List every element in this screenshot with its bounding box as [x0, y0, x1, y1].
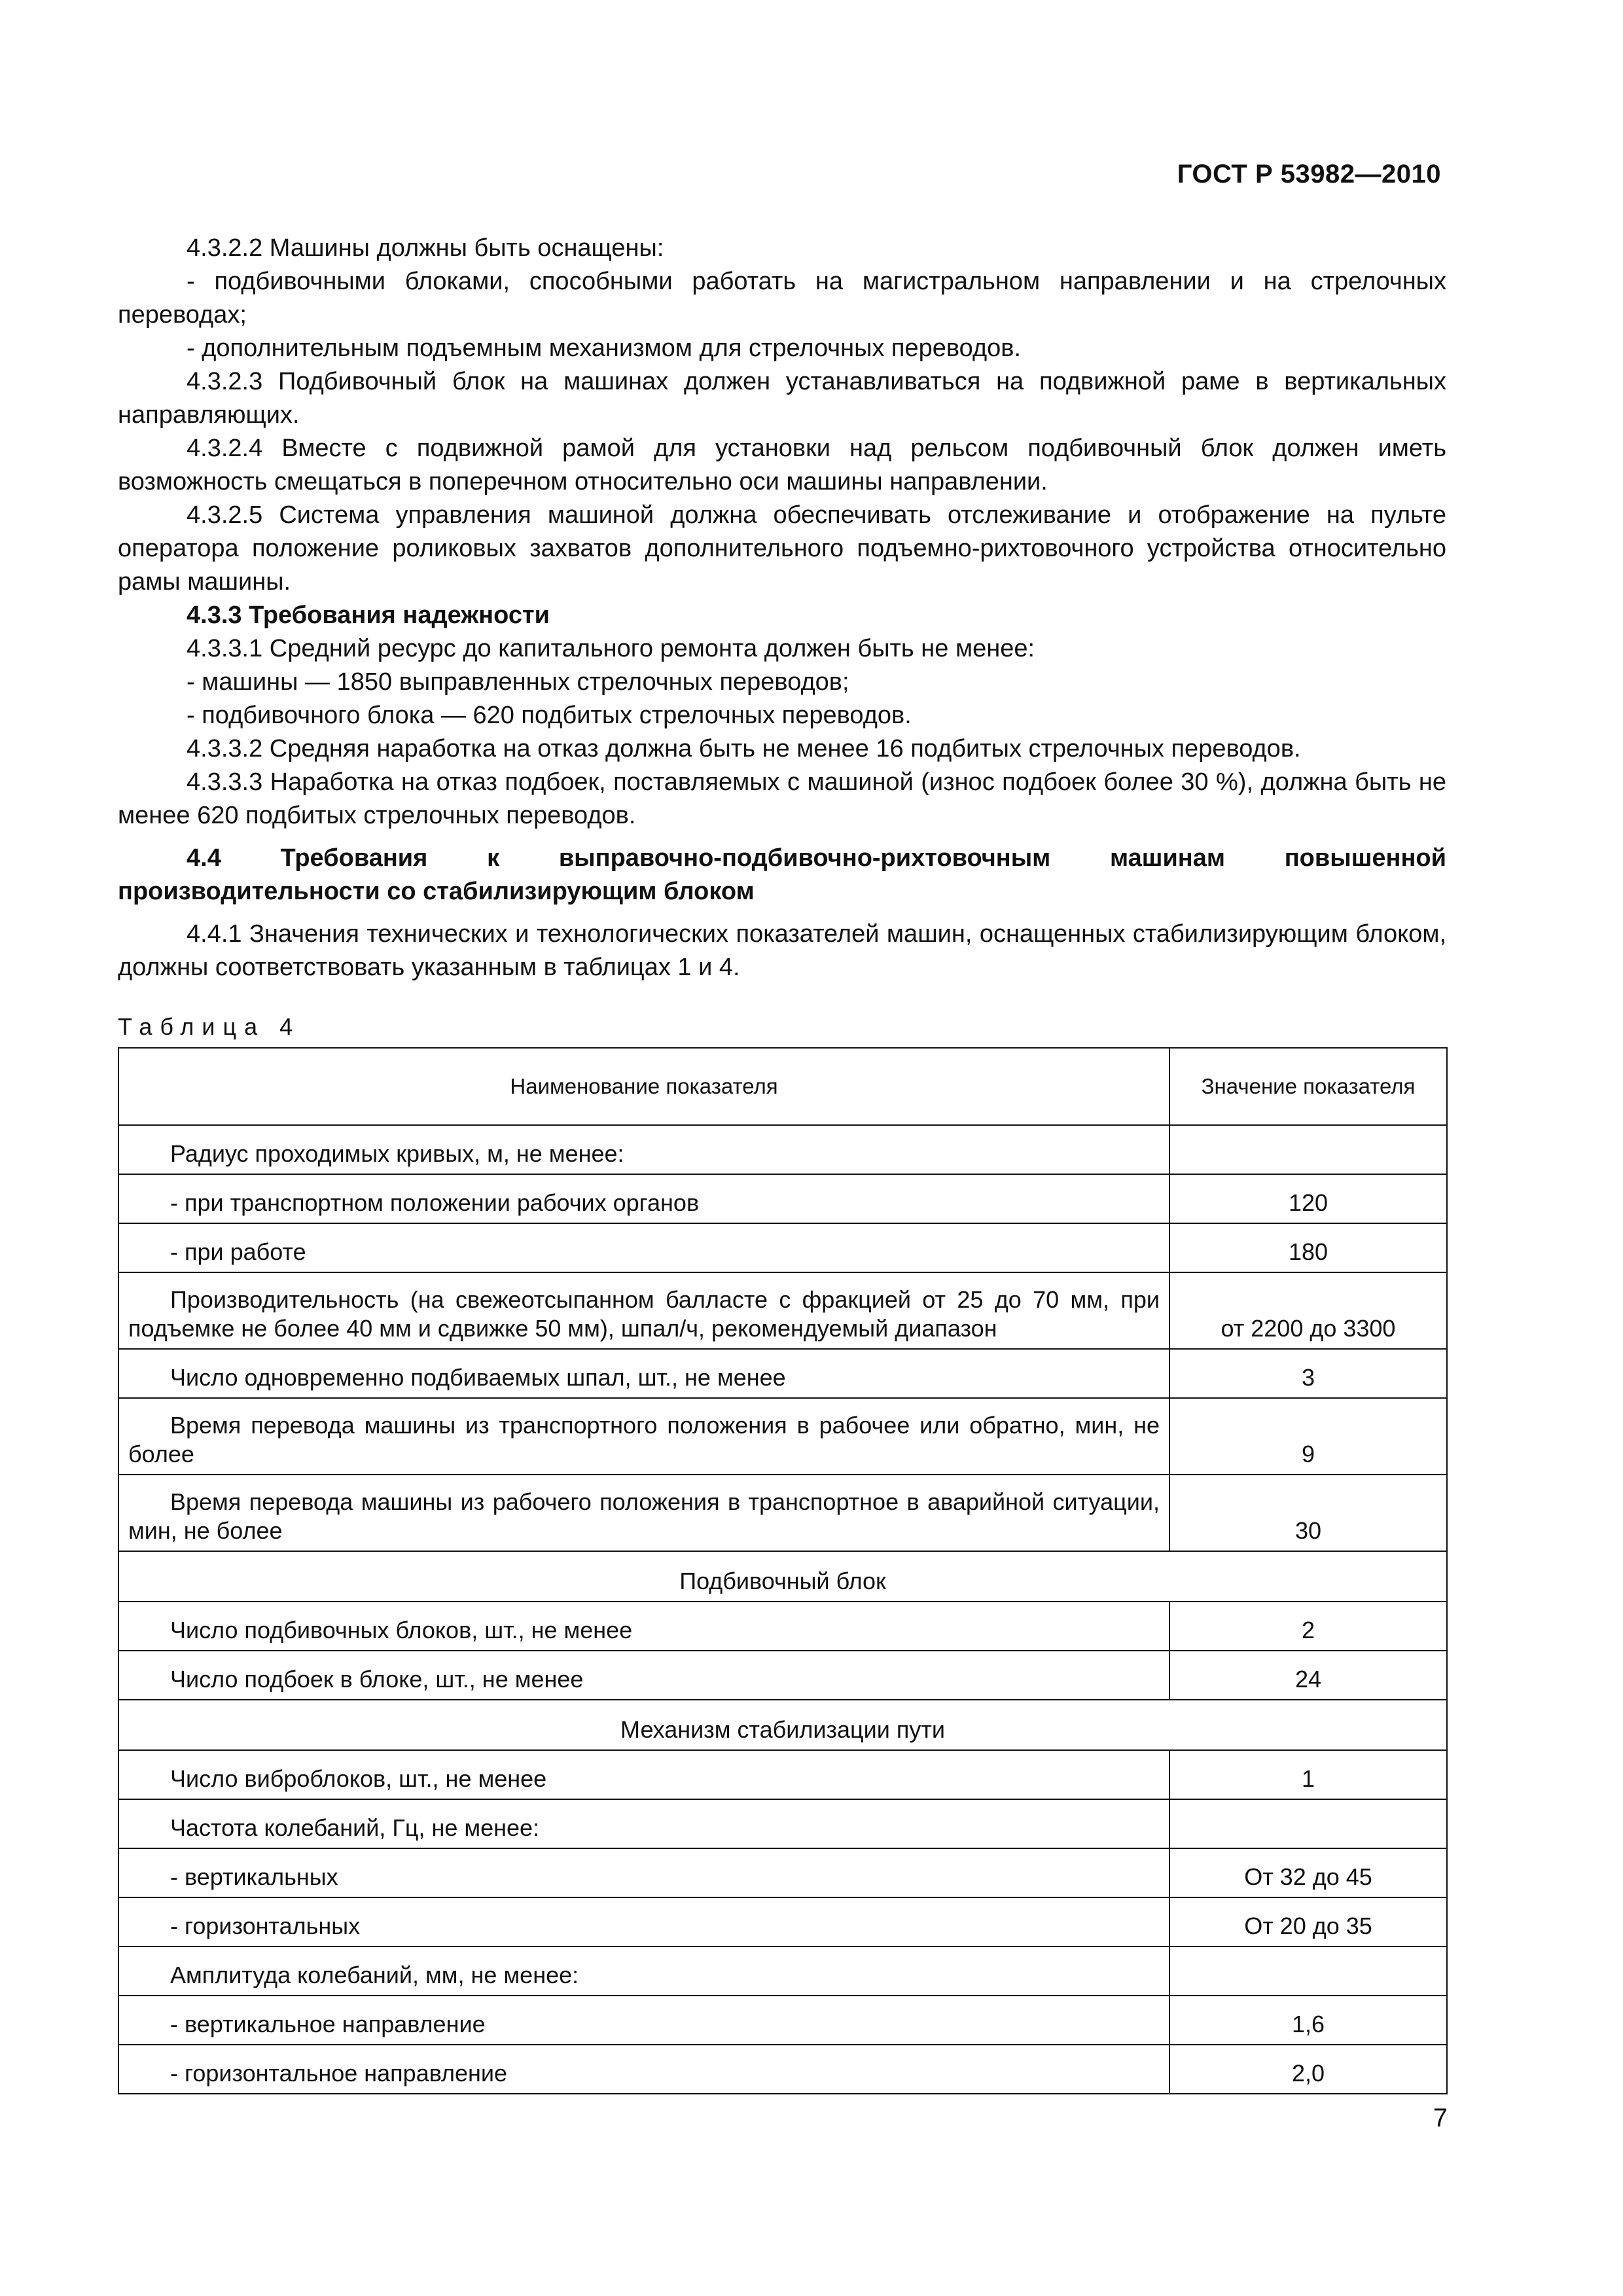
row-value: От 20 до 35: [1169, 1897, 1447, 1946]
table-row: [118, 1897, 1447, 1946]
clause-4-3-3-3: 4.3.3.3 Наработка на отказ подбоек, поставляемых с машиной (износ подбоек более 30 %), должна быть не менее 620 подбитых стрелочных переводов.: [118, 768, 1446, 829]
row-name: - вертикальных: [118, 1848, 1169, 1897]
table-row: [118, 1602, 1447, 1651]
row-value: [1169, 1799, 1447, 1848]
table-row: [118, 1996, 1447, 2045]
spec-table: [118, 1047, 1448, 2094]
table-group-row: [118, 1551, 1447, 1602]
list-item: - дополнительным подъемным механизмом для стрелочных переводов.: [187, 334, 1022, 362]
table-row: [118, 1651, 1447, 1700]
row-name: Число одновременно подбиваемых шпал, шт., не менее: [118, 1349, 1169, 1398]
column-header-value: Значение показателя: [1169, 1048, 1447, 1125]
row-name: - горизонтальных: [118, 1897, 1169, 1946]
row-name: Частота колебаний, Гц, не менее:: [118, 1799, 1169, 1848]
row-name: Амплитуда колебаний, мм, не менее:: [118, 1946, 1169, 1996]
row-name: Число виброблоков, шт., не менее: [118, 1750, 1169, 1799]
row-name: Производительность (на свежеотсыпанном балласте с фракцией от 25 до 70 мм, при подъемке не более 40 мм и сдвижке 50 мм), шпал/ч, рекомендуемый диапазон: [118, 1272, 1169, 1349]
group-heading-stabilization: Механизм стабилизации пути: [118, 1700, 1447, 1750]
row-name: Число подбоек в блоке, шт., не менее: [118, 1651, 1169, 1700]
table-row: [118, 1848, 1447, 1897]
table-row: [118, 1750, 1447, 1799]
row-name: - горизонтальное направление: [118, 2045, 1169, 2094]
row-value: 9: [1169, 1398, 1447, 1475]
clause-4-3-3-1: 4.3.3.1 Средний ресурс до капитального ремонта должен быть не менее:: [187, 635, 1035, 662]
table-row: [118, 1475, 1447, 1551]
table-row: [118, 1946, 1447, 1996]
row-value: 24: [1169, 1651, 1447, 1700]
document-standard-number: ГОСТ Р 53982—2010: [1177, 160, 1441, 188]
row-name: - вертикальное направление: [118, 1996, 1169, 2045]
clause-4-3-3-2: 4.3.3.2 Средняя наработка на отказ должна быть не менее 16 подбитых стрелочных переводов.: [187, 735, 1301, 762]
table-row: [118, 1174, 1447, 1223]
row-value: 1,6: [1169, 1996, 1447, 2045]
table-group-row: [118, 1700, 1447, 1750]
table-caption: Таблица 4: [118, 1013, 301, 1040]
table-row: [118, 1799, 1447, 1848]
list-item: - подбивочного блока — 620 подбитых стрелочных переводов.: [187, 702, 912, 729]
row-name: Радиус проходимых кривых, м, не менее:: [118, 1125, 1169, 1174]
clause-4-4-1: 4.4.1 Значения технических и технологических показателей машин, оснащенных стабилизирующим блоком, должны соответствовать указанным в таблицах 1 и 4.: [118, 920, 1446, 981]
body-text: [118, 232, 1446, 984]
row-name: - при транспортном положении рабочих органов: [118, 1174, 1169, 1223]
group-heading-tamping-unit: Подбивочный блок: [118, 1551, 1447, 1602]
clause-4-3-2-2: 4.3.2.2 Машины должны быть оснащены:: [187, 234, 664, 262]
table-row: [118, 1398, 1447, 1475]
table-row: [118, 1125, 1447, 1174]
row-value: [1169, 1125, 1447, 1174]
row-value: 30: [1169, 1475, 1447, 1551]
row-name: - при работе: [118, 1223, 1169, 1272]
table-row: [118, 1272, 1447, 1349]
row-value: 2: [1169, 1602, 1447, 1651]
table-row: [118, 1349, 1447, 1398]
row-name: Время перевода машины из транспортного положения в рабочее или обратно, мин, не более: [118, 1398, 1169, 1475]
row-value: 1: [1169, 1750, 1447, 1799]
list-item: - подбивочными блоками, способными работать на магистральном направлении и на стрелочных переводах;: [118, 268, 1446, 329]
row-value: от 2200 до 3300: [1169, 1272, 1447, 1349]
section-heading-4-4: 4.4 Требования к выправочно-подбивочно-рихтовочным машинам повышенной производительности со стабилизирующим блоком: [118, 844, 1446, 905]
row-value: 180: [1169, 1223, 1447, 1272]
table-row: [118, 2045, 1447, 2094]
row-name: Число подбивочных блоков, шт., не менее: [118, 1602, 1169, 1651]
table-row: [118, 1223, 1447, 1272]
row-value: [1169, 1946, 1447, 1996]
section-heading-4-3-3: 4.3.3 Требования надежности: [187, 601, 550, 629]
column-header-name: Наименование показателя: [118, 1048, 1169, 1125]
row-value: 120: [1169, 1174, 1447, 1223]
clause-4-3-2-3: 4.3.2.3 Подбивочный блок на машинах должен устанавливаться на подвижной раме в вертикальных направляющих.: [118, 368, 1446, 429]
page-number: 7: [1433, 2104, 1448, 2132]
row-value: 2,0: [1169, 2045, 1447, 2094]
list-item: - машины — 1850 выправленных стрелочных переводов;: [187, 668, 849, 696]
row-name: Время перевода машины из рабочего положения в транспортное в аварийной ситуации, мин, не более: [118, 1475, 1169, 1551]
clause-4-3-2-4: 4.3.2.4 Вместе с подвижной рамой для установки над рельсом подбивочный блок должен иметь возможность смещаться в поперечном относительно оси машины направлении.: [118, 435, 1446, 495]
row-value: От 32 до 45: [1169, 1848, 1447, 1897]
table-header-row: [118, 1048, 1447, 1125]
clause-4-3-2-5: 4.3.2.5 Система управления машиной должна обеспечивать отслеживание и отображение на пульте оператора положение роликовых захватов дополнительного подъемно-рихтовочного устройства относительно рамы машины.: [118, 501, 1446, 596]
row-value: 3: [1169, 1349, 1447, 1398]
